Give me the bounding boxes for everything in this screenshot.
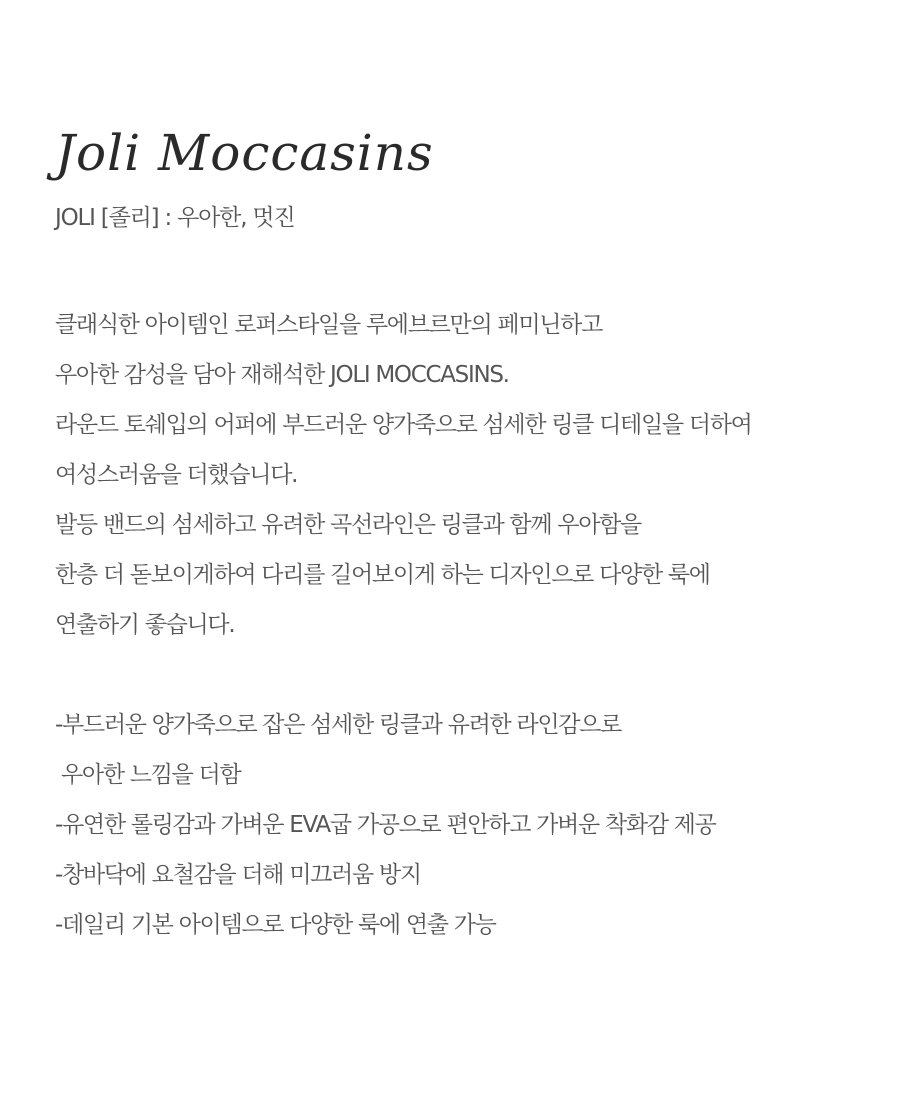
- description-line: 한층 더 돋보이게하여 다리를 길어보이게 하는 디자인으로 다양한 룩에: [55, 562, 710, 588]
- product-title: Joli Moccasins: [55, 124, 434, 182]
- feature-item: 우아한 느낌을 더함: [55, 762, 241, 788]
- feature-list: [55, 700, 716, 950]
- description-line: 발등 밴드의 섬세하고 유려한 곡선라인은 링클과 함께 우아함을: [55, 512, 641, 538]
- feature-item: -유연한 롤링감과 가벼운 EVA굽 가공으로 편안하고 가벼운 착화감 제공: [55, 812, 716, 838]
- description-line: 우아한 감성을 담아 재해석한 JOLI MOCCASINS.: [55, 362, 509, 388]
- description-line: 여성스러움을 더했습니다.: [55, 462, 298, 488]
- feature-item: -창바닥에 요철감을 더해 미끄러움 방지: [55, 862, 421, 888]
- product-subtitle: JOLI [졸리] : 우아한, 멋진: [55, 205, 295, 231]
- feature-item: -부드러운 양가죽으로 잡은 섬세한 링클과 유려한 라인감으로: [55, 712, 622, 738]
- description-block: [55, 300, 752, 650]
- description-line: 클래식한 아이템인 로퍼스타일을 루에브르만의 페미닌하고: [55, 312, 602, 338]
- description-line: 라운드 토쉐입의 어퍼에 부드러운 양가죽으로 섬세한 링클 디테일을 더하여: [55, 412, 752, 438]
- description-line: 연출하기 좋습니다.: [55, 612, 235, 638]
- feature-item: -데일리 기본 아이템으로 다양한 룩에 연출 가능: [55, 912, 496, 938]
